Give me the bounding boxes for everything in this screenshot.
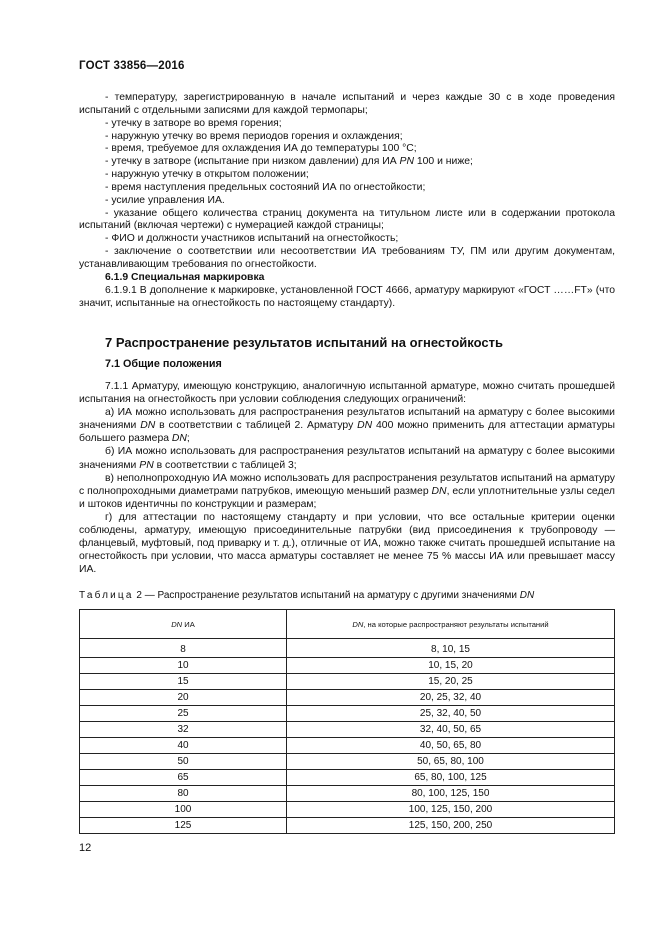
cell-dn-range: 65, 80, 100, 125 <box>287 770 615 786</box>
list-item: - заключение о соответствии или несоответствии ИА требованиям ТУ, ПМ или другим документам, устанавливающим требования по огнестойкости. <box>79 246 615 270</box>
item-b-text: в соответствии с таблицей 3; <box>156 459 297 471</box>
dn-symbol: DN <box>171 619 183 629</box>
table-row <box>80 690 615 706</box>
table-row <box>80 722 615 738</box>
cell-dn: 40 <box>80 738 287 754</box>
table-row <box>80 642 615 658</box>
item-g: г) для аттестации по настоящему стандарту и при условии, что все остальные критерии оценки соблюдены, арматуру, имеющую присоединительные патрубки (вид присоединения к трубопроводу — фланцевый, муфтовый, под приварку и т. д.), отличные от ИА, можно также считать прошедшей испытание на огнестойкость при условии, что масса арматуры составляет не менее 75 % массы ИА или превышает массу ИА. <box>79 511 615 576</box>
item-a-text: 400 можно применить для аттестации арматуры большего размера <box>79 420 615 445</box>
header-text: , на которые распространяют результаты испытаний <box>363 619 549 629</box>
pn-symbol: PN <box>139 459 154 471</box>
item-a <box>79 406 615 445</box>
caption-text: 2 — Распространение результатов испытаний на арматуру с другими значениями <box>133 590 520 601</box>
list-item: - наружную утечку в открытом положении; <box>105 169 309 181</box>
cell-dn: 8 <box>80 642 287 658</box>
cell-dn-range: 15, 20, 25 <box>287 674 615 690</box>
dn-symbol: DN <box>519 590 535 601</box>
report-content-list <box>79 92 615 310</box>
item-a-text: а) ИА можно использовать для распространения результатов испытаний на арматуру с более высокими значениями <box>79 407 615 432</box>
list-item: - утечку в затворе во время горения; <box>105 117 282 129</box>
table-row <box>80 818 615 834</box>
header-text: ИА <box>182 619 195 629</box>
cell-dn: 20 <box>80 690 287 706</box>
list-item: - усилие управления ИА. <box>105 194 225 206</box>
marking-paragraph: 6.1.9.1 В дополнение к маркировке, установленной ГОСТ 4666, арматуру маркируют «ГОСТ ……FT» (что значит, испытанные на огнестойкость по настоящему стандарту). <box>79 284 615 309</box>
item-b-text: б) ИА можно использовать для распространения результатов испытаний на арматуру с более высокими значениями <box>79 446 615 471</box>
table-2-caption <box>79 590 534 601</box>
page-number: 12 <box>79 842 92 854</box>
dn-symbol: DN <box>357 420 373 432</box>
cell-dn: 25 <box>80 706 287 722</box>
dn-symbol: DN <box>171 433 187 445</box>
cell-dn-range: 125, 150, 200, 250 <box>287 818 615 834</box>
caption-word: Таблица <box>79 590 134 601</box>
table-row <box>80 658 615 674</box>
cell-dn-range: 80, 100, 125, 150 <box>287 786 615 802</box>
marking-heading: 6.1.9 Специальная маркировка <box>105 271 265 283</box>
dn-symbol: DN <box>140 420 156 432</box>
cell-dn: 15 <box>80 674 287 690</box>
list-item: - указание общего количества страниц документа на титульном листе или в содержании протокола испытаний (включая чертежи) с нумерацией каждой страницы; <box>79 207 615 232</box>
section-7-title: 7 Распространение результатов испытаний на огнестойкость <box>105 335 503 350</box>
table-row <box>80 770 615 786</box>
item-b <box>79 445 615 471</box>
list-item: - время, требуемое для охлаждения ИА до температуры 100 °С; <box>105 143 417 155</box>
item-v-text: в) неполнопроходную ИА можно использовать для распространения результатов испытаний на арматуру с полнопроходными диаметрами патрубков, имеющую меньший размер <box>79 472 615 497</box>
table-row <box>80 674 615 690</box>
list-item-text: - утечку в затворе (испытание при низком давлении) для ИА <box>105 156 397 168</box>
table-row <box>80 706 615 722</box>
cell-dn: 65 <box>80 770 287 786</box>
cell-dn: 32 <box>80 722 287 738</box>
list-item: - время наступления предельных состояний ИА по огнестойкости; <box>105 181 426 193</box>
table-header-dn-extended <box>287 610 615 639</box>
subsection-7-1-title: 7.1 Общие положения <box>105 358 222 370</box>
list-item: - наружную утечку во время периодов горения и охлаждения; <box>105 130 403 142</box>
item-v-text: , если уплотнительные узлы седел и штоков идентичны по конструкции и размерам; <box>79 485 615 510</box>
list-item <box>79 156 615 169</box>
list-item: - ФИО и должности участников испытаний на огнестойкость; <box>105 233 399 245</box>
table-2 <box>79 609 615 834</box>
section-7-body <box>79 380 615 576</box>
cell-dn-range: 20, 25, 32, 40 <box>287 690 615 706</box>
table-row <box>80 738 615 754</box>
list-item-text: 100 и ниже; <box>416 156 473 168</box>
paragraph-7-1-1: 7.1.1 Арматуру, имеющую конструкцию, аналогичную испытанной арматуре, можно считать прошедшей испытания на огнестойкость при условии соблюдения следующих ограничений: <box>79 381 615 406</box>
table-row <box>80 754 615 770</box>
cell-dn-range: 8, 10, 15 <box>287 642 615 658</box>
cell-dn-range: 10, 15, 20 <box>287 658 615 674</box>
dn-symbol: DN <box>431 485 447 497</box>
cell-dn: 10 <box>80 658 287 674</box>
document-code-header: ГОСТ 33856—2016 <box>79 60 185 72</box>
cell-dn-range: 40, 50, 65, 80 <box>287 738 615 754</box>
cell-dn-range: 32, 40, 50, 65 <box>287 722 615 738</box>
dn-symbol: DN <box>352 619 364 629</box>
item-a-text: ; <box>186 433 190 445</box>
cell-dn-range: 25, 32, 40, 50 <box>287 706 615 722</box>
table-row <box>80 802 615 818</box>
item-a-text: в соответствии с таблицей 2. Арматуру <box>159 420 354 432</box>
table-row <box>80 786 615 802</box>
cell-dn: 80 <box>80 786 287 802</box>
cell-dn-range: 50, 65, 80, 100 <box>287 754 615 770</box>
cell-dn: 100 <box>80 802 287 818</box>
item-v <box>79 472 615 511</box>
pn-symbol: PN <box>399 156 414 168</box>
table-header-dn-ia <box>80 610 287 639</box>
cell-dn-range: 100, 125, 150, 200 <box>287 802 615 818</box>
cell-dn: 50 <box>80 754 287 770</box>
cell-dn: 125 <box>80 818 287 834</box>
list-item: - температуру, зарегистрированную в начале испытаний и через каждые 30 с в ходе проведения испытаний с отдельными записями для каждой термопары; <box>79 92 615 116</box>
